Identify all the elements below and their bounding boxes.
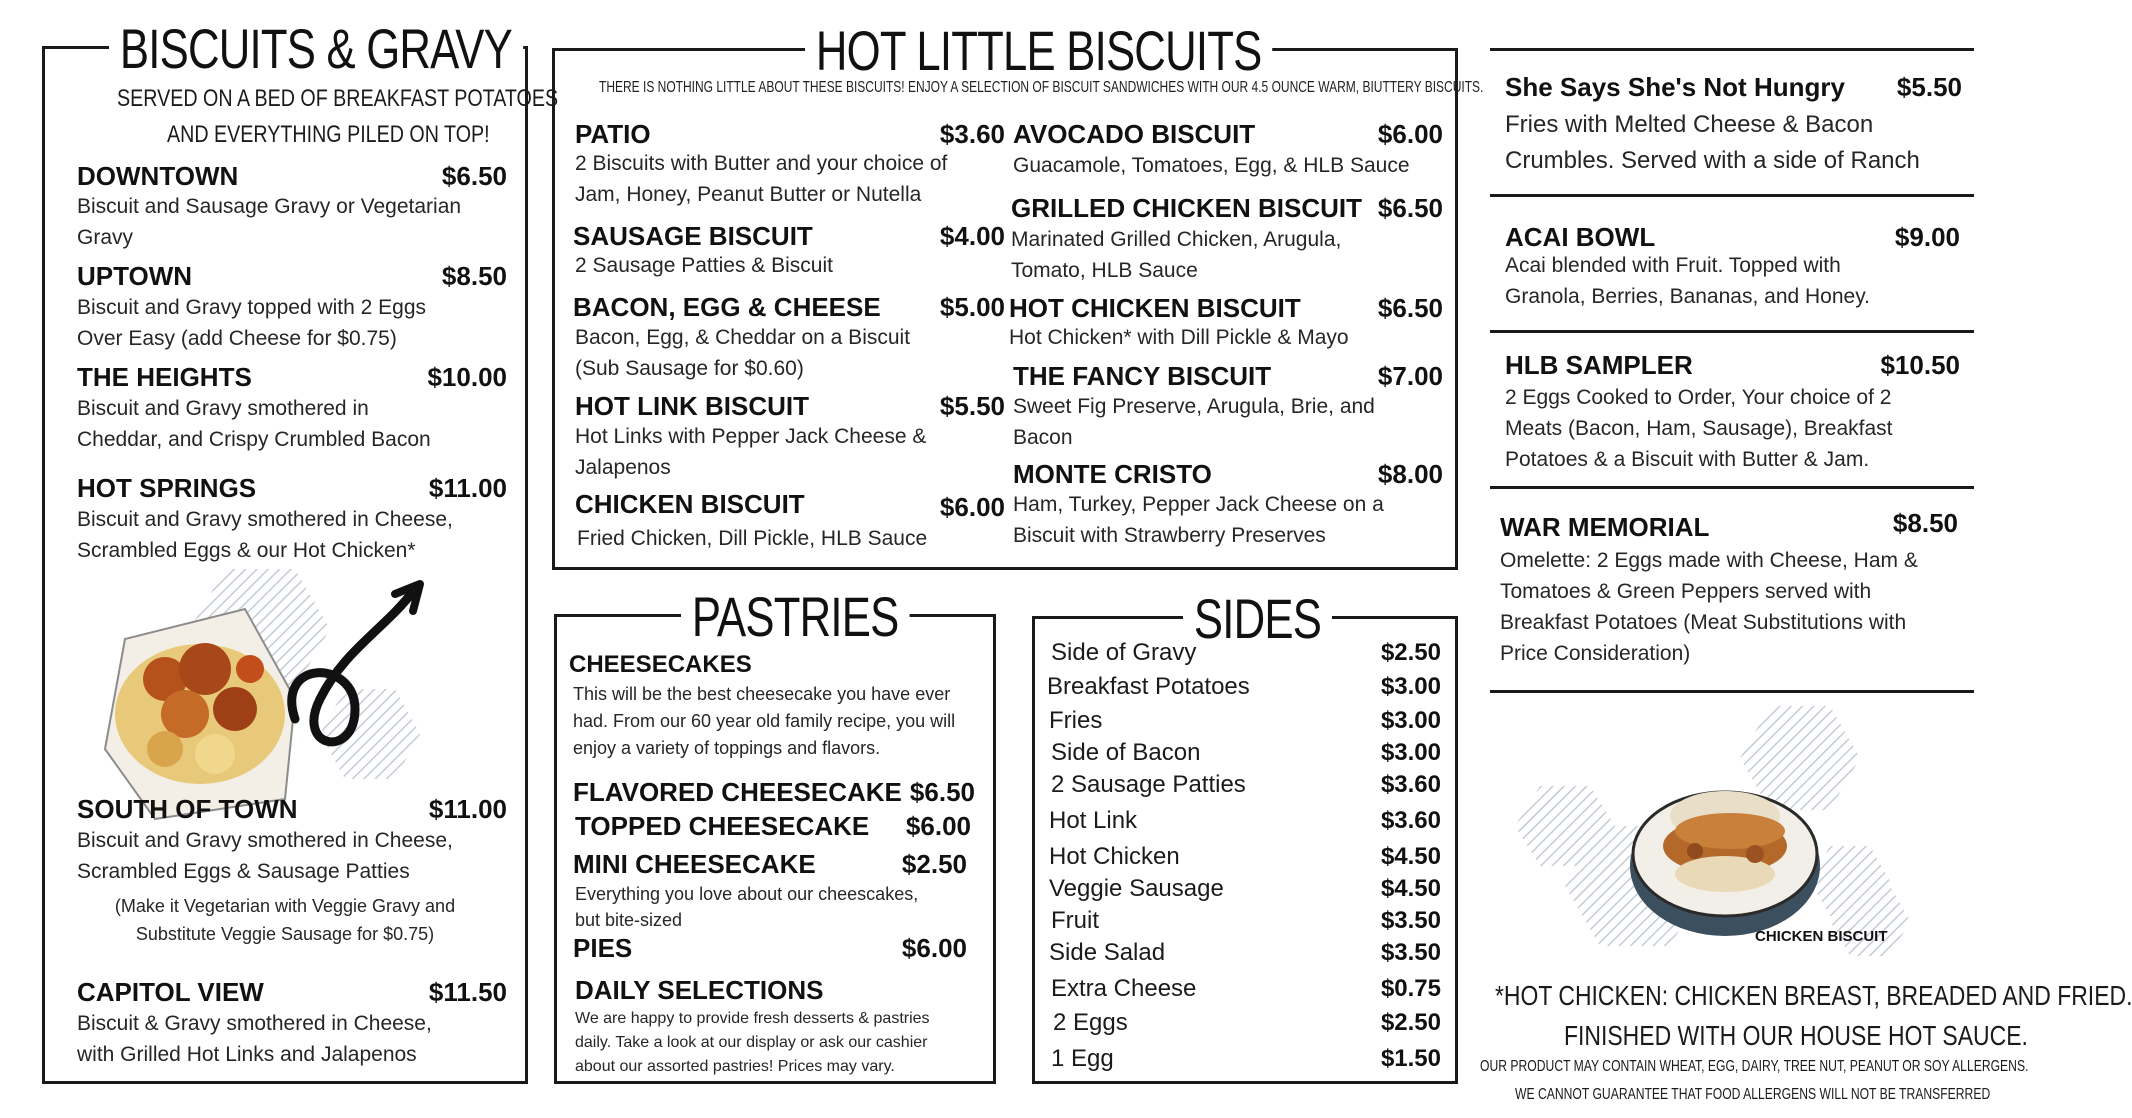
side-item-name: Hot Chicken xyxy=(1049,843,1180,870)
menu-item-name: MONTE CRISTO xyxy=(1013,459,1212,489)
allergen-notice: WE CANNOT GUARANTEE THAT FOOD ALLERGENS WILL NOT BE TRANSFERRED xyxy=(1515,1086,1991,1103)
menu-item-description: Hot Links with Pepper Jack Cheese & xyxy=(575,425,927,448)
menu-item-description: Acai blended with Fruit. Topped with xyxy=(1505,254,1841,277)
photo-caption: CHICKEN BISCUIT xyxy=(1755,928,1888,945)
daily-selections-description: We are happy to provide fresh desserts & pastries xyxy=(575,1010,930,1027)
menu-item-price: $5.50 xyxy=(1896,72,1962,102)
menu-item-name: MINI CHEESECAKE xyxy=(573,849,816,879)
side-item-price: $3.60 xyxy=(1380,771,1441,798)
menu-item-description: Biscuit and Gravy smothered in xyxy=(77,397,369,420)
side-item-name: 2 Eggs xyxy=(1053,1009,1128,1036)
menu-item-price: $6.00 xyxy=(905,811,971,841)
menu-item-description: Scrambled Eggs & our Hot Chicken* xyxy=(77,539,416,562)
menu-item-name: HOT SPRINGS xyxy=(77,473,257,503)
side-item-price: $3.00 xyxy=(1380,707,1441,734)
menu-item-price: $6.00 xyxy=(901,933,967,963)
menu-item-name: AVOCADO BISCUIT xyxy=(1013,119,1256,149)
menu-item-description: Fried Chicken, Dill Pickle, HLB Sauce xyxy=(577,527,928,550)
menu-item-description: Jalapenos xyxy=(575,456,671,479)
hot-little-biscuits-title: HOT LITTLE BISCUITS xyxy=(805,19,1272,83)
daily-selections-heading: DAILY SELECTIONS xyxy=(575,975,824,1005)
divider xyxy=(1490,194,1974,197)
menu-item-description: Biscuit & Gravy smothered in Cheese, xyxy=(77,1012,432,1035)
menu-item-description: Tomato, HLB Sauce xyxy=(1011,259,1198,282)
menu-item-description: Bacon xyxy=(1013,426,1073,449)
menu-item-name: CAPITOL VIEW xyxy=(77,977,264,1007)
menu-item-description: Hot Chicken* with Dill Pickle & Mayo xyxy=(1009,326,1349,349)
side-item-price: $3.00 xyxy=(1380,673,1441,700)
side-item-name: Fruit xyxy=(1051,907,1099,934)
biscuits-gravy-panel xyxy=(42,17,559,1084)
menu-item-price: $8.00 xyxy=(1377,459,1443,489)
side-item-name: Veggie Sausage xyxy=(1049,875,1224,902)
menu-item-price: $6.50 xyxy=(441,161,507,191)
menu-item-price: $6.50 xyxy=(1377,193,1443,223)
menu-item-name: CHICKEN BISCUIT xyxy=(575,489,805,519)
side-item-price: $0.75 xyxy=(1380,975,1441,1002)
menu-item-description: Over Easy (add Cheese for $0.75) xyxy=(77,327,397,350)
menu-item-price: $6.50 xyxy=(1377,293,1443,323)
menu-item-price: $5.50 xyxy=(939,391,1005,421)
vegetarian-note: (Make it Vegetarian with Veggie Gravy and xyxy=(114,896,456,916)
side-item-name: Hot Link xyxy=(1049,807,1138,834)
side-item-price: $4.50 xyxy=(1380,875,1441,902)
menu-item-description: Scrambled Eggs & Sausage Patties xyxy=(77,860,410,883)
side-item-name: 1 Egg xyxy=(1051,1045,1114,1072)
menu-item-name: BACON, EGG & CHEESE xyxy=(573,292,881,322)
menu-item-description: but bite-sized xyxy=(575,910,683,930)
menu-item-name: HOT CHICKEN BISCUIT xyxy=(1009,293,1301,323)
menu-item-description: Everything you love about our cheescakes, xyxy=(575,884,919,904)
menu-item-name: WAR MEMORIAL xyxy=(1500,512,1710,542)
menu-item-name: ACAI BOWL xyxy=(1505,222,1656,252)
menu-item-name: THE FANCY BISCUIT xyxy=(1013,361,1272,391)
side-item-name: Extra Cheese xyxy=(1051,975,1197,1002)
menu-item-name: UPTOWN xyxy=(77,261,193,291)
menu-item-description: Sweet Fig Preserve, Arugula, Brie, and xyxy=(1013,395,1375,418)
side-item-price: $3.50 xyxy=(1380,907,1441,934)
hot-little-biscuits-subtitle: THERE IS NOTHING LITTLE ABOUT THESE BISCUITS! ENJOY A SELECTION OF BISCUIT SANDWICHES WITH OUR 4.5 OUNCE WARM, BIUTTERY BISCUITS. xyxy=(599,79,1484,96)
biscuits-gravy-subtitle-1: SERVED ON A BED OF BREAKFAST POTATOES xyxy=(117,85,559,112)
menu-item-price: $3.60 xyxy=(939,119,1005,149)
side-item-price: $2.50 xyxy=(1380,1009,1441,1036)
menu-item-description: Omelette: 2 Eggs made with Cheese, Ham & xyxy=(1500,549,1918,572)
side-item-name: Breakfast Potatoes xyxy=(1047,673,1250,700)
side-item-price: $1.50 xyxy=(1380,1045,1441,1072)
side-item-name: 2 Sausage Patties xyxy=(1051,771,1246,798)
menu-item-name: SOUTH OF TOWN xyxy=(77,794,298,824)
menu-item-name: She Says She's Not Hungry xyxy=(1505,72,1845,102)
side-item-price: $2.50 xyxy=(1380,639,1441,666)
menu-item-description: Biscuit and Gravy topped with 2 Eggs xyxy=(77,296,427,319)
menu-item-price: $11.50 xyxy=(428,977,507,1007)
menu-item-price: $6.00 xyxy=(939,492,1005,522)
menu-item-price: $2.50 xyxy=(901,849,967,879)
menu-item-description: Ham, Turkey, Pepper Jack Cheese on a xyxy=(1013,493,1384,516)
menu-item-name: SAUSAGE BISCUIT xyxy=(573,221,813,251)
menu-item-description: Gravy xyxy=(77,226,134,249)
cheesecakes-description: had. From our 60 year old family recipe, you will xyxy=(573,711,956,731)
menu-item-price: $8.50 xyxy=(1892,508,1958,538)
menu-item-description: 2 Sausage Patties & Biscuit xyxy=(575,254,833,277)
menu-item-description: Biscuit and Sausage Gravy or Vegetarian xyxy=(77,195,462,218)
hot-chicken-note: FINISHED WITH OUR HOUSE HOT SAUCE. xyxy=(1564,1020,2028,1051)
divider xyxy=(1490,48,1974,51)
menu-item-name: GRILLED CHICKEN BISCUIT xyxy=(1011,193,1362,223)
menu-item-description: Biscuit and Gravy smothered in Cheese, xyxy=(77,829,453,852)
sides-title: SIDES xyxy=(1183,587,1332,651)
menu-item-description: Jam, Honey, Peanut Butter or Nutella xyxy=(575,183,922,206)
menu-item-price: $6.50 xyxy=(909,777,975,807)
vegetarian-note: Substitute Veggie Sausage for $0.75) xyxy=(135,924,435,944)
side-item-name: Side Salad xyxy=(1049,939,1166,966)
side-item-name: Fries xyxy=(1049,707,1103,734)
menu-item-price: $8.50 xyxy=(441,261,507,291)
menu-item-name: FLAVORED CHEESECAKE xyxy=(573,777,902,807)
biscuits-gravy-subtitle-2: AND EVERYTHING PILED ON TOP! xyxy=(167,121,490,148)
menu-item-name: PATIO xyxy=(575,119,651,149)
daily-selections-description: about our assorted pastries! Prices may vary. xyxy=(575,1058,895,1075)
cheesecakes-heading: CHEESECAKES xyxy=(569,651,752,678)
side-item-price: $3.50 xyxy=(1380,939,1441,966)
side-item-name: Side of Bacon xyxy=(1051,739,1201,766)
divider xyxy=(1490,690,1974,693)
cheesecakes-description: enjoy a variety of toppings and flavors. xyxy=(573,738,881,758)
menu-item-description: Marinated Grilled Chicken, Arugula, xyxy=(1011,228,1342,251)
menu-item-name: HLB SAMPLER xyxy=(1505,350,1693,380)
menu-item-description: Meats (Bacon, Ham, Sausage), Breakfast xyxy=(1505,417,1893,440)
menu-item-description: Cheddar, and Crispy Crumbled Bacon xyxy=(77,428,431,451)
menu-item-price: $5.00 xyxy=(939,292,1005,322)
menu-item-description: Biscuit and Gravy smothered in Cheese, xyxy=(77,508,453,531)
menu-item-name: PIES xyxy=(573,933,633,963)
allergen-notice: OUR PRODUCT MAY CONTAIN WHEAT, EGG, DAIRY, TREE NUT, PEANUT OR SOY ALLERGENS. xyxy=(1480,1058,2029,1075)
menu-item-description: with Grilled Hot Links and Jalapenos xyxy=(77,1043,417,1066)
divider xyxy=(1490,330,1974,333)
menu-item-description: Breakfast Potatoes (Meat Substitutions with xyxy=(1500,611,1907,634)
cheesecakes-description: This will be the best cheesecake you have ever xyxy=(573,684,951,704)
side-item-price: $3.60 xyxy=(1380,807,1441,834)
menu-item-description: (Sub Sausage for $0.60) xyxy=(575,357,804,380)
biscuits-gravy-title: BISCUITS & GRAVY xyxy=(109,17,523,81)
menu-item-description: Tomatoes & Green Peppers served with xyxy=(1500,580,1872,603)
menu-item-name: HOT LINK BISCUIT xyxy=(575,391,809,421)
pastries-panel xyxy=(554,585,996,1084)
menu-item-description: Price Consideration) xyxy=(1500,642,1691,665)
hot-little-biscuits-panel xyxy=(552,19,1484,570)
daily-selections-description: daily. Take a look at our display or ask our cashier xyxy=(575,1034,928,1051)
menu-item-price: $4.00 xyxy=(939,221,1005,251)
menu-item-description: 2 Biscuits with Butter and your choice of xyxy=(575,152,948,175)
menu-item-price: $10.50 xyxy=(1880,350,1960,380)
menu-item-price: $7.00 xyxy=(1377,361,1443,391)
menu-item-description: Bacon, Egg, & Cheddar on a Biscuit xyxy=(575,326,911,349)
side-item-price: $4.50 xyxy=(1380,843,1441,870)
menu-item-price: $6.00 xyxy=(1377,119,1443,149)
hot-chicken-note: *HOT CHICKEN: CHICKEN BREAST, BREADED AND FRIED. xyxy=(1495,980,2132,1011)
menu-item-description: Fries with Melted Cheese & Bacon xyxy=(1505,111,1874,138)
chicken-biscuit-photo xyxy=(1530,706,1920,956)
menu-item-description: Biscuit with Strawberry Preserves xyxy=(1013,524,1326,547)
side-item-price: $3.00 xyxy=(1380,739,1441,766)
side-item-name: Side of Gravy xyxy=(1051,639,1197,666)
menu-item-price: $10.00 xyxy=(427,362,507,392)
menu-item-name: TOPPED CHEESECAKE xyxy=(575,811,870,841)
menu-item-description: Granola, Berries, Bananas, and Honey. xyxy=(1505,285,1870,308)
menu-item-name: DOWNTOWN xyxy=(77,161,239,191)
menu-item-description: Potatoes & a Biscuit with Butter & Jam. xyxy=(1505,448,1870,471)
pastries-title: PASTRIES xyxy=(681,585,909,649)
divider xyxy=(1490,486,1974,489)
menu-item-price: $11.00 xyxy=(428,794,507,824)
sides-panel xyxy=(1032,587,1458,1084)
menu-item-name: THE HEIGHTS xyxy=(77,362,252,392)
menu-item-description: Crumbles. Served with a side of Ranch xyxy=(1505,147,1920,174)
menu-item-price: $9.00 xyxy=(1894,222,1960,252)
menu-item-price: $11.00 xyxy=(428,473,507,503)
menu-item-description: Guacamole, Tomatoes, Egg, & HLB Sauce xyxy=(1013,154,1410,177)
menu-item-description: 2 Eggs Cooked to Order, Your choice of 2 xyxy=(1505,386,1892,409)
